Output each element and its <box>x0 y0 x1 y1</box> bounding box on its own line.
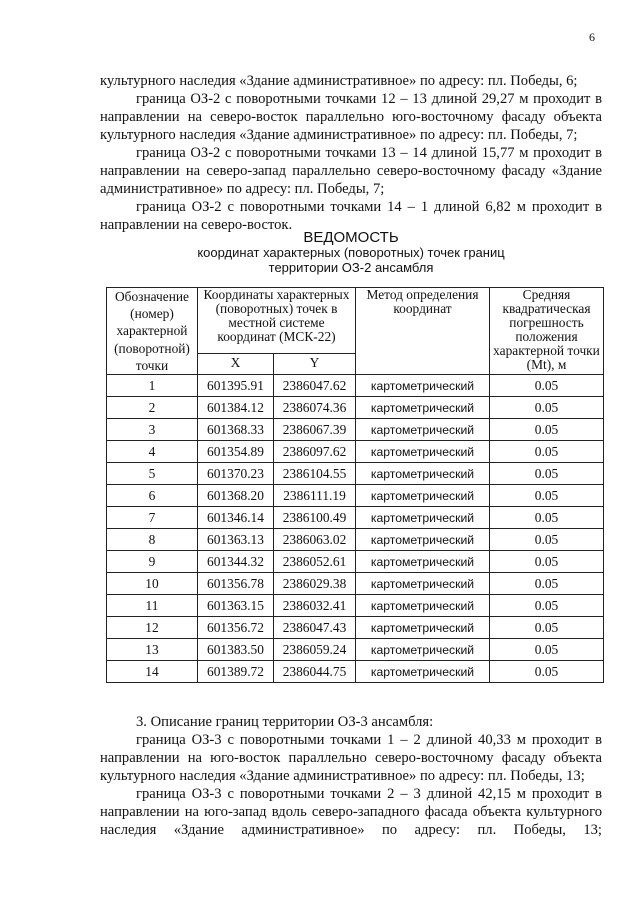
cell-method: картометрический <box>356 397 490 419</box>
cell-error: 0.05 <box>490 573 604 595</box>
cell-error: 0.05 <box>490 375 604 397</box>
cell-point: 5 <box>107 463 198 485</box>
cell-x: 601368.33 <box>198 419 274 441</box>
cell-method: картометрический <box>356 529 490 551</box>
table-row <box>107 573 604 595</box>
cell-x: 601384.12 <box>198 397 274 419</box>
paragraph: граница ОЗ-3 с поворотными точками 1 – 2 длиной 40,33 м проходит в направлении на юго-восток параллельно северо-восточному фасаду объекта культурного наследия «Здание административное» по адресу: пл. Победы, 13; <box>100 732 602 784</box>
cell-x: 601344.32 <box>198 551 274 573</box>
cell-y: 2386052.61 <box>274 551 356 573</box>
table-row <box>107 375 604 397</box>
cell-y: 2386067.39 <box>274 419 356 441</box>
coordinates-table <box>106 287 604 683</box>
section-heading: 3. Описание границ территории ОЗ-3 ансамбля: <box>136 714 434 730</box>
cell-x: 601395.91 <box>198 375 274 397</box>
cell-method: картометрический <box>356 573 490 595</box>
cell-error: 0.05 <box>490 551 604 573</box>
cell-point: 11 <box>107 595 198 617</box>
cell-x: 601368.20 <box>198 485 274 507</box>
paragraph: граница ОЗ-2 с поворотными точками 13 – 14 длиной 15,77 м проходит в направлении на северо-запад параллельно северо-восточному фасаду «Здание административное» по адресу: пл. Победы, 7; <box>100 145 602 197</box>
cell-error: 0.05 <box>490 397 604 419</box>
cell-x: 601363.13 <box>198 529 274 551</box>
table-row <box>107 397 604 419</box>
cell-point: 10 <box>107 573 198 595</box>
header-y: Y <box>274 353 356 374</box>
cell-y: 2386100.49 <box>274 507 356 529</box>
table-row <box>107 507 604 529</box>
cell-error: 0.05 <box>490 639 604 661</box>
cell-error: 0.05 <box>490 507 604 529</box>
table-row <box>107 485 604 507</box>
header-method: Метод определения координат <box>356 288 490 375</box>
cell-point: 2 <box>107 397 198 419</box>
paragraph: культурного наследия «Здание административное» по адресу: пл. Победы, 6; <box>100 73 578 89</box>
cell-x: 601383.50 <box>198 639 274 661</box>
cell-error: 0.05 <box>490 617 604 639</box>
cell-point: 12 <box>107 617 198 639</box>
heading-subtitle-2: территории ОЗ-2 ансамбля <box>268 260 434 275</box>
cell-method: картометрический <box>356 661 490 683</box>
table-row <box>107 463 604 485</box>
cell-y: 2386044.75 <box>274 661 356 683</box>
header-point: Обозначение (номер) характерной (поворотной) точки <box>107 288 198 375</box>
cell-x: 601356.72 <box>198 617 274 639</box>
cell-error: 0.05 <box>490 529 604 551</box>
cell-method: картометрический <box>356 551 490 573</box>
cell-error: 0.05 <box>490 441 604 463</box>
cell-error: 0.05 <box>490 463 604 485</box>
table-heading <box>100 230 602 275</box>
table-row <box>107 441 604 463</box>
cell-error: 0.05 <box>490 485 604 507</box>
cell-x: 601354.89 <box>198 441 274 463</box>
cell-method: картометрический <box>356 595 490 617</box>
header-error: Средняя квадратическая погрешность положения характерной точки (Mt), м <box>490 288 604 375</box>
table-row <box>107 639 604 661</box>
cell-x: 601356.78 <box>198 573 274 595</box>
table-row <box>107 551 604 573</box>
header-coordinates: Координаты характерных (поворотных) точек в местной системе координат (МСК-22) <box>198 288 356 354</box>
cell-y: 2386047.43 <box>274 617 356 639</box>
cell-point: 3 <box>107 419 198 441</box>
cell-y: 2386104.55 <box>274 463 356 485</box>
cell-method: картометрический <box>356 375 490 397</box>
cell-point: 1 <box>107 375 198 397</box>
table-row <box>107 595 604 617</box>
cell-y: 2386063.02 <box>274 529 356 551</box>
cell-point: 13 <box>107 639 198 661</box>
cell-point: 4 <box>107 441 198 463</box>
paragraph: граница ОЗ-2 с поворотными точками 14 – 1 длиной 6,82 м проходит в направлении на северо-восток. <box>100 199 602 233</box>
paragraph: граница ОЗ-3 с поворотными точками 2 – 3 длиной 42,15 м проходит в направлении на юго-запад вдоль северо-западного фасада объекта культурного наследия «Здание административное» по адресу: пл. Победы, 13; <box>100 786 602 838</box>
cell-point: 9 <box>107 551 198 573</box>
cell-error: 0.05 <box>490 419 604 441</box>
header-x: X <box>198 353 274 374</box>
cell-y: 2386047.62 <box>274 375 356 397</box>
heading-subtitle-1: координат характерных (поворотных) точек границ <box>197 245 505 260</box>
cell-y: 2386032.41 <box>274 595 356 617</box>
heading-title: ВЕДОМОСТЬ <box>303 229 399 246</box>
cell-y: 2386074.36 <box>274 397 356 419</box>
cell-method: картометрический <box>356 419 490 441</box>
cell-x: 601346.14 <box>198 507 274 529</box>
cell-method: картометрический <box>356 441 490 463</box>
bottom-text <box>100 713 602 839</box>
table-row <box>107 419 604 441</box>
cell-y: 2386029.38 <box>274 573 356 595</box>
cell-point: 14 <box>107 661 198 683</box>
cell-y: 2386111.19 <box>274 485 356 507</box>
cell-y: 2386097.62 <box>274 441 356 463</box>
cell-method: картометрический <box>356 507 490 529</box>
cell-point: 6 <box>107 485 198 507</box>
table-row <box>107 617 604 639</box>
cell-method: картометрический <box>356 485 490 507</box>
cell-x: 601389.72 <box>198 661 274 683</box>
cell-method: картометрический <box>356 639 490 661</box>
cell-x: 601363.15 <box>198 595 274 617</box>
cell-method: картометрический <box>356 463 490 485</box>
paragraph: граница ОЗ-2 с поворотными точками 12 – 13 длиной 29,27 м проходит в направлении на северо-восток параллельно юго-восточному фасаду объекта культурного наследия «Здание административное» по адресу: пл. Победы, 7; <box>100 91 602 143</box>
page-number: 6 <box>589 30 595 44</box>
cell-point: 8 <box>107 529 198 551</box>
cell-method: картометрический <box>356 617 490 639</box>
cell-point: 7 <box>107 507 198 529</box>
cell-error: 0.05 <box>490 661 604 683</box>
top-text <box>100 72 602 234</box>
cell-y: 2386059.24 <box>274 639 356 661</box>
table-row <box>107 529 604 551</box>
table-row <box>107 661 604 683</box>
cell-x: 601370.23 <box>198 463 274 485</box>
cell-error: 0.05 <box>490 595 604 617</box>
